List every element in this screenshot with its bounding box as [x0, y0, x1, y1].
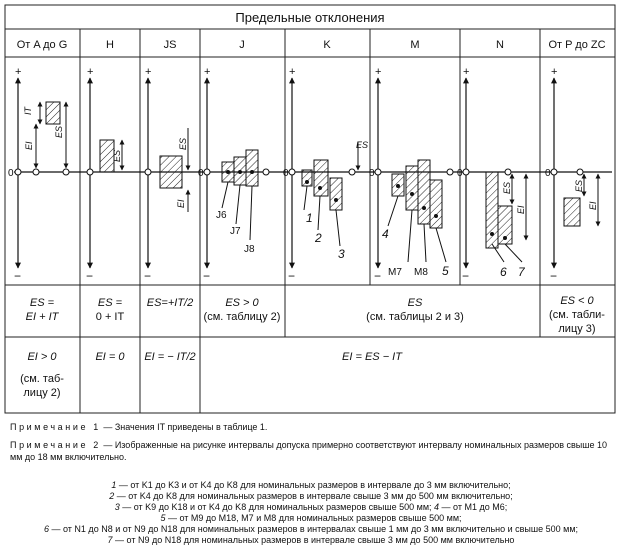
label-j7: J7: [230, 226, 241, 237]
axis-a-g: [8, 66, 69, 283]
svg-text:0: 0: [283, 168, 289, 179]
label-j6: J6: [216, 210, 227, 221]
ei-a-g-line2: (см. таб-: [20, 373, 64, 385]
es-p-zc-line3: лицу 3): [558, 323, 596, 335]
svg-text:−: −: [550, 269, 558, 283]
svg-text:+: +: [463, 66, 470, 78]
label-k-1: 1: [306, 211, 313, 225]
label-j8: J8: [244, 244, 255, 255]
es-p-zc-line1: ES < 0: [560, 295, 594, 307]
col-header-j: J: [239, 39, 245, 51]
svg-text:EI: EI: [516, 205, 526, 214]
note-1-text: — Значения IT приведены в таблице 1.: [100, 422, 268, 432]
tolerance-zone-js: [160, 156, 182, 188]
svg-text:−: −: [462, 269, 470, 283]
es-h-line2: 0 + IT: [95, 311, 125, 323]
col-header-m: M: [410, 39, 420, 51]
col-header-k: K: [323, 39, 331, 51]
tolerance-zone-k2: [314, 160, 328, 196]
svg-text:EI: EI: [588, 201, 598, 210]
label-n-6: 6: [500, 265, 507, 279]
legend-7: 7 — от N9 до N18 для номинальных размеров в интервале свыше 3 мм до 500 мм включительно: [107, 535, 515, 545]
col-header-p-zc: От P до ZC: [548, 39, 606, 51]
svg-text:ES: ES: [502, 181, 512, 194]
legend-3: 3 — от K9 до K18 и от K4 до K8 для номинальных размеров свыше 500 мм; 4 — от M1 до M6;: [114, 502, 508, 512]
axis-h: [86, 66, 122, 283]
svg-text:−: −: [203, 269, 211, 283]
svg-text:0: 0: [457, 168, 463, 179]
label-k-3: 3: [338, 247, 345, 261]
axis-js: [144, 66, 188, 283]
axis-k: [283, 66, 368, 283]
col-header-js: JS: [163, 39, 177, 51]
tolerance-zone-m5: [430, 180, 442, 228]
svg-text:−: −: [288, 269, 296, 283]
tolerance-zone-k3: [330, 178, 342, 210]
label-n-7: 7: [518, 265, 525, 279]
tolerance-zone-m8: [418, 160, 430, 224]
ei-j-n: EI = ES − IT: [342, 351, 402, 363]
es-km-line2: (см. таблицы 2 и 3): [366, 311, 464, 323]
svg-text:+: +: [375, 66, 382, 78]
svg-text:ES: ES: [178, 137, 188, 150]
svg-text:0: 0: [198, 168, 204, 179]
svg-text:IT: IT: [23, 107, 33, 115]
note-2: [10, 440, 612, 463]
note-1-label: Примечание 1: [10, 422, 101, 432]
ei-js: EI = − IT/2: [144, 351, 196, 363]
legend-1: 1 — от K1 до K3 и от K4 до K8 для номинальных размеров в интервале до 3 мм включительно;: [111, 480, 511, 490]
tolerance-zone-j8: [246, 150, 258, 186]
svg-text:+: +: [15, 66, 22, 78]
label-m-4: 4: [382, 227, 389, 241]
svg-text:EI: EI: [176, 199, 186, 208]
tolerance-zone-m7: [406, 166, 418, 210]
svg-text:+: +: [145, 66, 152, 78]
legend-6: 6 — от N1 до N8 и от N9 до N18 для номинальных размеров в интервалах свыше 1 мм до 3 мм включительно и свыше 500 мм;: [43, 524, 579, 534]
ei-a-g-line1: EI > 0: [27, 351, 57, 363]
axis-n: [457, 66, 526, 283]
es-j-line2: (см. таблицу 2): [203, 311, 281, 323]
col-header-n: N: [496, 39, 504, 51]
tolerance-zone-a-g: [46, 102, 60, 124]
label-m-5: 5: [442, 264, 449, 278]
tolerance-zone-n6: [486, 172, 498, 248]
svg-text:0: 0: [8, 168, 14, 179]
svg-text:+: +: [204, 66, 211, 78]
es-km-line1: ES: [407, 297, 423, 309]
label-k-2: 2: [315, 231, 322, 245]
es-h-line1: ES =: [97, 297, 123, 309]
svg-text:−: −: [86, 269, 94, 283]
legend-2: 2 — от K4 до K8 для номинальных размеров в интервале свыше 3 мм до 500 мм включительно;: [109, 491, 513, 501]
svg-text:EI: EI: [24, 141, 34, 150]
ei-a-g-line3: лицу 2): [23, 387, 61, 399]
col-header-a-g: От A до G: [16, 39, 68, 51]
es-j-line1: ES > 0: [225, 297, 259, 309]
svg-text:ES: ES: [574, 179, 584, 192]
svg-text:ES: ES: [356, 140, 369, 150]
svg-text:−: −: [374, 269, 382, 283]
axis-j: [198, 66, 269, 283]
svg-text:+: +: [551, 66, 558, 78]
svg-text:0: 0: [369, 168, 375, 179]
svg-text:−: −: [14, 269, 22, 283]
svg-text:+: +: [289, 66, 296, 78]
tolerance-zone-p-zc: [564, 198, 580, 226]
es-a-g-line2: EI + IT: [25, 311, 59, 323]
es-p-zc-line2: (см. табли-: [549, 309, 605, 321]
table-title: Предельные отклонения: [235, 10, 385, 25]
note-1: [10, 422, 612, 434]
svg-text:0: 0: [545, 168, 551, 179]
label-m7: M7: [388, 267, 402, 278]
es-js: ES=+IT/2: [146, 297, 194, 309]
ei-h: EI = 0: [95, 351, 125, 363]
svg-text:+: +: [87, 66, 94, 78]
label-m8: M8: [414, 267, 428, 278]
note-2-text: — Изображенные на рисунке интервалы допуска примерно соответствуют интервалу номинальных размеров свыше 10 мм до 18 мм включительно.: [10, 440, 607, 462]
svg-text:−: −: [144, 269, 152, 283]
svg-text:ES: ES: [112, 149, 122, 162]
note-2-label: Примечание 2: [10, 440, 101, 450]
axis-p-zc: [545, 66, 598, 283]
es-a-g-line1: ES =: [29, 297, 55, 309]
col-header-h: H: [106, 39, 114, 51]
legend-5: 5 — от M9 до M18, M7 и M8 для номинальных размеров свыше 500 мм;: [160, 513, 462, 523]
axis-m: [369, 66, 453, 283]
svg-text:ES: ES: [54, 125, 64, 138]
